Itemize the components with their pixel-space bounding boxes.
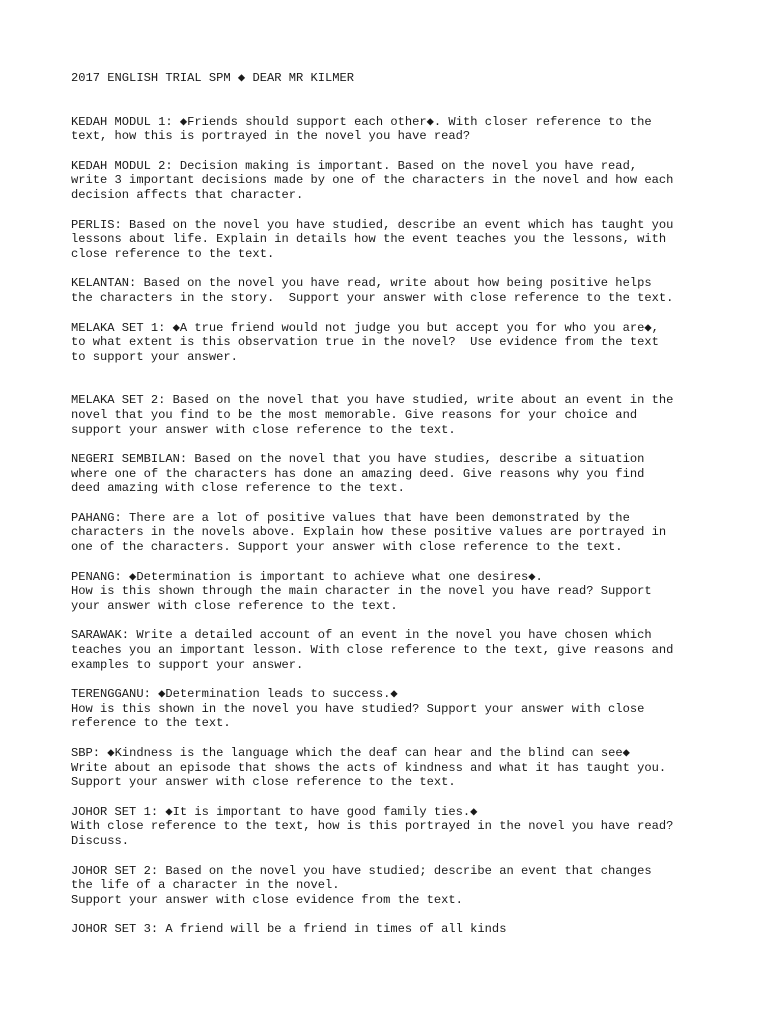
text-line: SBP: ◆Kindness is the language which the deaf can hear and the blind can see◆ — [71, 746, 630, 760]
text-line: to what extent is this observation true in the novel? Use evidence from the text — [71, 335, 659, 350]
question-sarawak — [71, 628, 711, 672]
text-line: close reference to the text. — [71, 246, 275, 261]
text-line: novel that you find to be the most memorable. Give reasons for your choice and — [71, 407, 638, 422]
text-line: JOHOR SET 2: Based on the novel you have studied; describe an event that changes — [71, 863, 652, 878]
text-line: How is this shown in the novel you have studied? Support your answer with close — [71, 701, 645, 716]
text-line: TERENGGANU: ◆Determination leads to success.◆ — [71, 687, 398, 702]
question-kedah-modul-2 — [71, 159, 711, 203]
text-line: PERLIS: Based on the novel you have studied, describe an event which has taught you — [71, 217, 674, 232]
document-body — [71, 71, 711, 952]
question-melaka-set-1 — [71, 321, 711, 365]
text-line: write 3 important decisions made by one of the characters in the novel and how each — [71, 173, 674, 188]
text-line: Support your answer with close reference to the text. — [71, 775, 456, 790]
question-terengganu — [71, 687, 711, 731]
text-line: PENANG: ◆Determination is important to achieve what one desires◆. — [71, 569, 543, 584]
text-line: lessons about life. Explain in details how the event teaches you the lessons, with — [71, 232, 667, 247]
question-johor-set-3 — [71, 922, 711, 937]
text-line: MELAKA SET 2: Based on the novel that you have studied, write about an event in the — [71, 393, 674, 408]
text-line: JOHOR SET 1: ◆It is important to have good family ties.◆ — [71, 804, 478, 819]
text-line: characters in the novels above. Explain how these positive values are portrayed in — [71, 525, 667, 540]
text-line: Support your answer with close evidence from the text. — [71, 892, 463, 907]
text-line: support your answer with close reference to the text. — [71, 422, 456, 437]
text-line: KEDAH MODUL 2: Decision making is important. Based on the novel you have read, — [71, 158, 638, 173]
text-line: teaches you an important lesson. With close reference to the text, give reasons and — [71, 643, 674, 658]
text-line: deed amazing with close reference to the text. — [71, 481, 405, 496]
question-perlis — [71, 218, 711, 262]
question-negeri-sembilan — [71, 452, 711, 496]
text-line: Write about an episode that shows the acts of kindness and what it has taught you. — [71, 760, 667, 775]
text-line: the life of a character in the novel. — [71, 878, 340, 893]
text-line: SARAWAK: Write a detailed account of an event in the novel you have chosen which — [71, 628, 652, 643]
text-line: decision affects that character. — [71, 187, 304, 202]
text-line: KELANTAN: Based on the novel you have read, write about how being positive helps — [71, 276, 652, 291]
text-line: With close reference to the text, how is this portrayed in the novel you have read? — [71, 819, 674, 834]
question-johor-set-2 — [71, 864, 711, 908]
text-line: NEGERI SEMBILAN: Based on the novel that you have studies, describe a situation — [71, 452, 645, 467]
text-line: text, how this is portrayed in the novel you have read? — [71, 129, 471, 144]
question-johor-set-1 — [71, 805, 711, 849]
text-line: one of the characters. Support your answer with close reference to the text. — [71, 540, 623, 555]
text-line: PAHANG: There are a lot of positive values that have been demonstrated by the — [71, 510, 630, 525]
text-line: where one of the characters has done an amazing deed. Give reasons why you find — [71, 466, 645, 481]
text-line: the characters in the story. Support your answer with close reference to the text. — [71, 290, 674, 305]
text-line: MELAKA SET 1: ◆A true friend would not judge you but accept you for who you are◆, — [71, 320, 659, 335]
text-line: examples to support your answer. — [71, 657, 304, 672]
question-penang — [71, 570, 711, 614]
question-pahang — [71, 511, 711, 555]
text-line: KEDAH MODUL 1: ◆Friends should support each other◆. With closer reference to the — [71, 114, 652, 129]
question-sbp — [71, 746, 711, 790]
document-title: 2017 ENGLISH TRIAL SPM ◆ DEAR MR KILMER — [71, 71, 355, 85]
question-melaka-set-2 — [71, 393, 711, 437]
text-line: reference to the text. — [71, 716, 231, 731]
text-line: your answer with close reference to the text. — [71, 598, 398, 613]
question-kedah-modul-1 — [71, 115, 711, 144]
text-line: JOHOR SET 3: A friend will be a friend in times of all kinds — [71, 922, 507, 937]
question-kelantan — [71, 276, 711, 305]
text-line: to support your answer. — [71, 349, 238, 364]
text-line: Discuss. — [71, 833, 130, 848]
text-line: How is this shown through the main character in the novel you have read? Support — [71, 584, 652, 599]
